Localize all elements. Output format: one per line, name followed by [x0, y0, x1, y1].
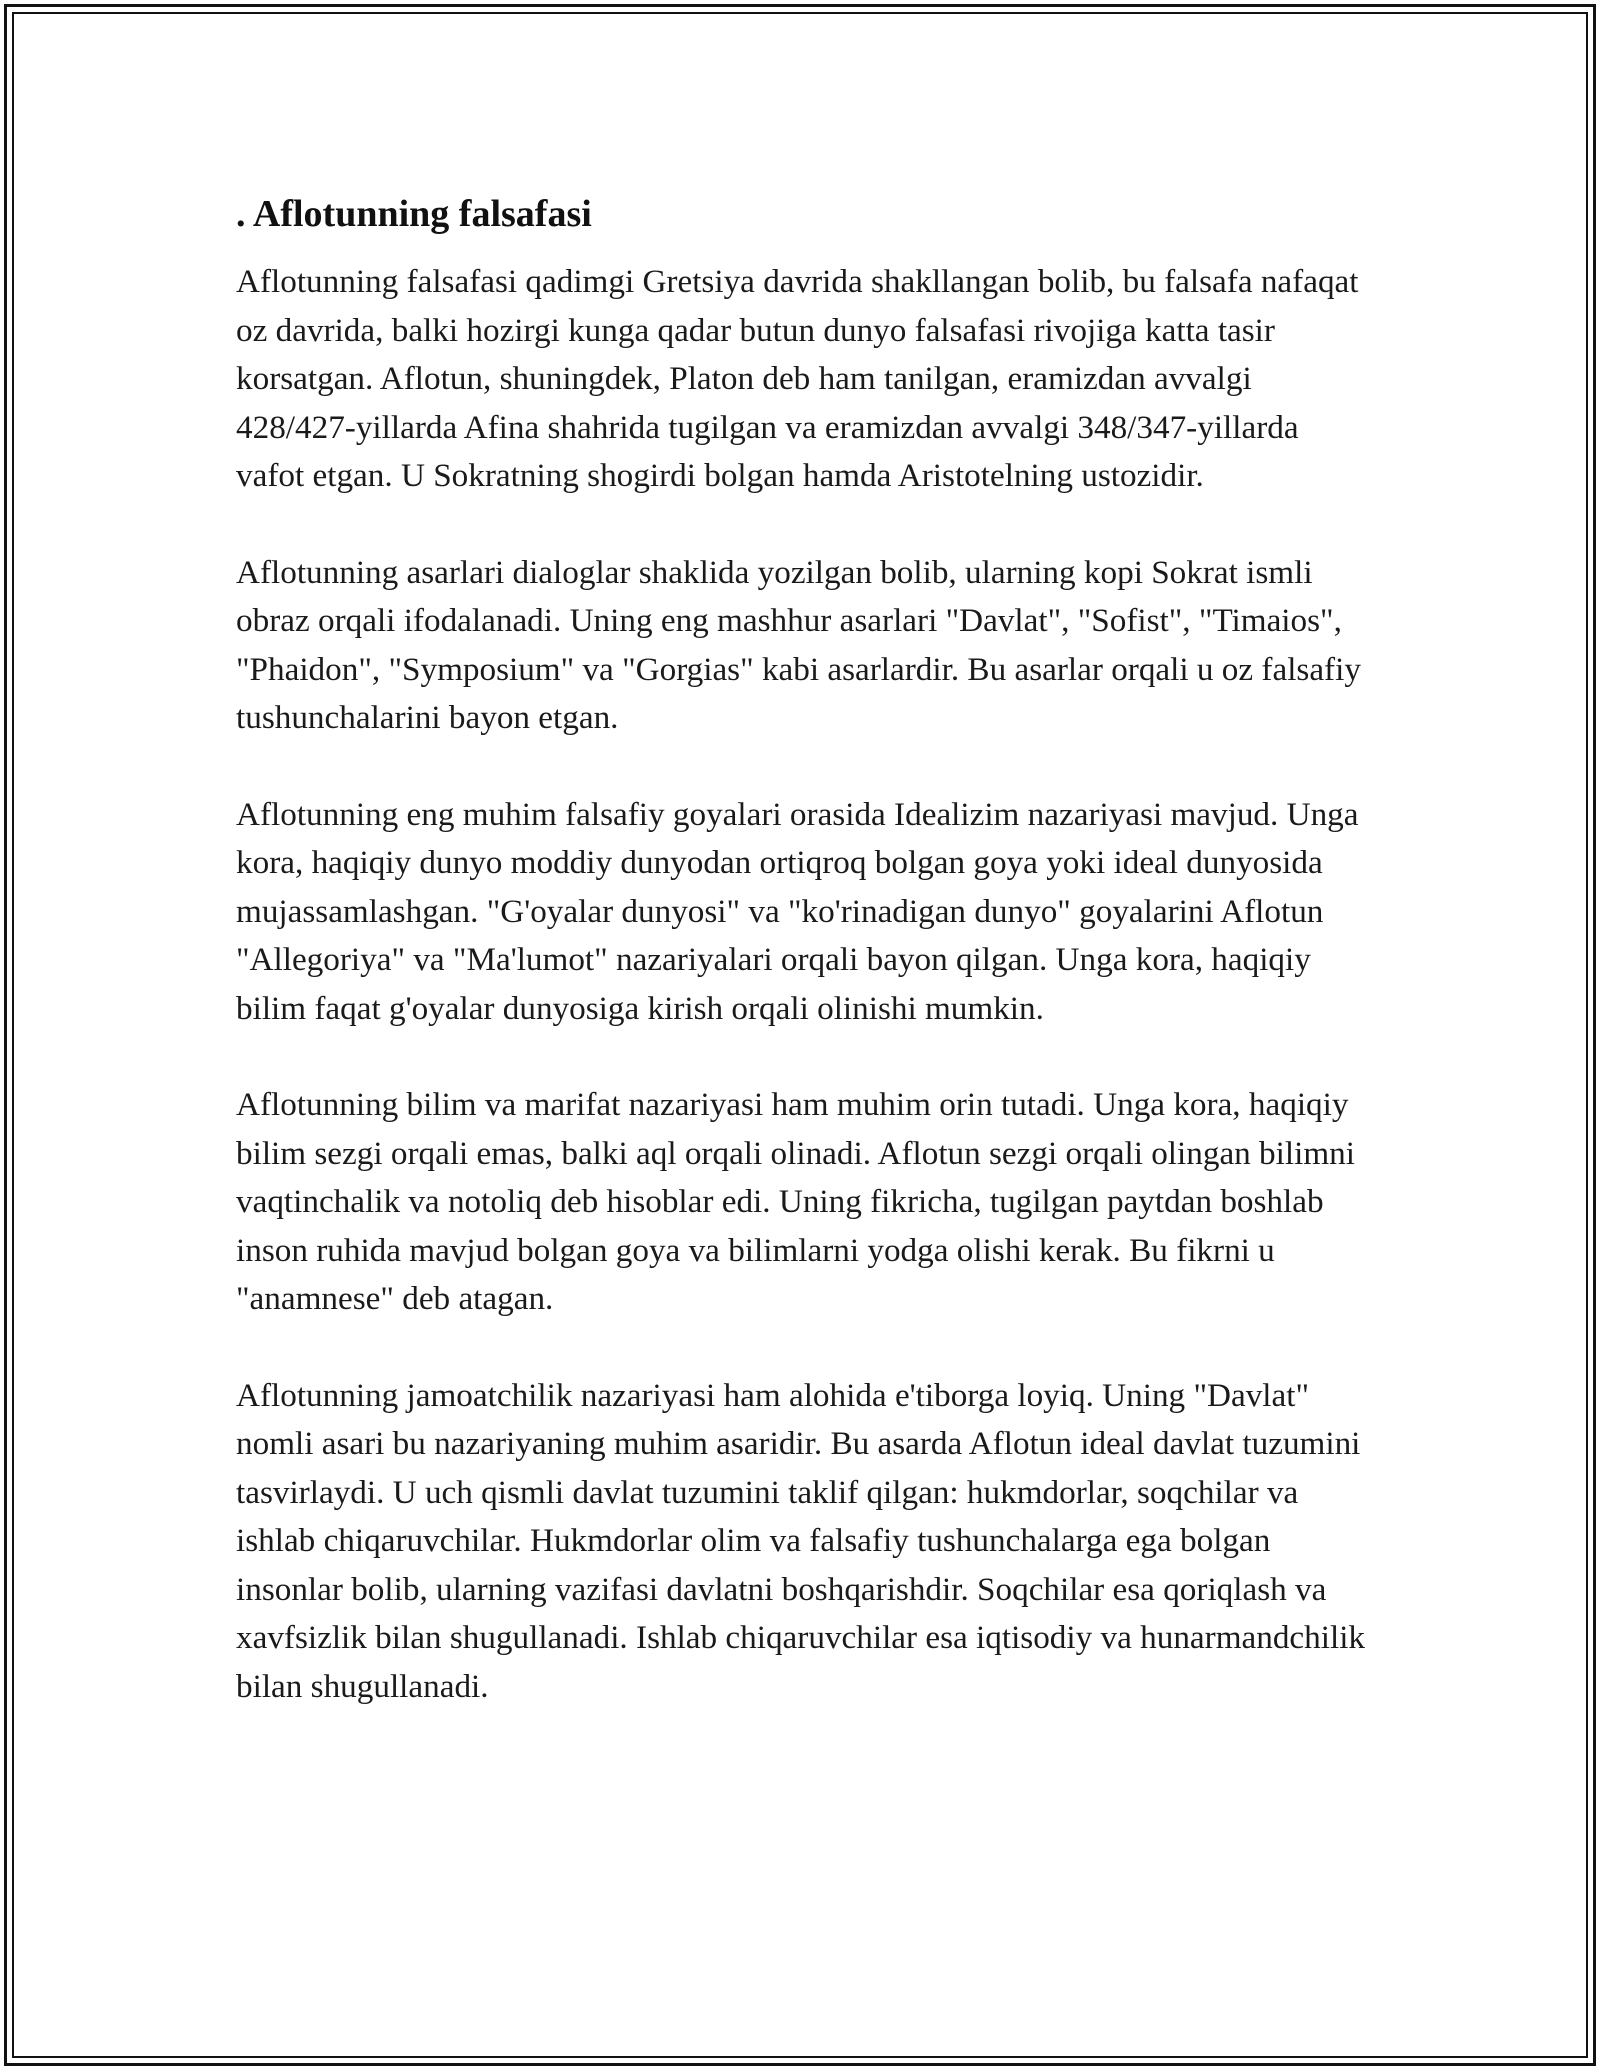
paragraph-works: Aflotunning asarlari dialoglar shaklida yozilgan bolib, ularning kopi Sokrat ismli obraz orqali ifodalanadi. Uning eng mashhur asarlari "Davlat", "Sofist", "Timaios", "Phaidon", "Symposium" va "Gorgias" kabi asarlardir. Bu asarlar orqali u oz falsafiy tushunchalarini bayon etgan. — [236, 553, 1361, 736]
document-heading: . Aflotunning falsafasi — [236, 193, 592, 235]
paragraph-knowledge: Aflotunning bilim va marifat nazariyasi ham muhim orin tutadi. Unga kora, haqiqiy bilim sezgi orqali emas, balki aql orqali olinadi. Aflotun sezgi orqali olingan bilimni vaqtinchalik va notoliq deb hisoblar edi. Uning fikricha, tugilgan paytdan boshlab inson ruhida mavjud bolgan goya va bilimlarni yodga olishi kerak. Bu fikrni u "anamnese" deb atagan. — [236, 1086, 1355, 1317]
document-body — [236, 186, 1366, 1759]
paragraph-society: Aflotunning jamoatchilik nazariyasi ham alohida e'tiborga loyiq. Uning "Davlat" nomli asari bu nazariyaning muhim asaridir. Bu asarda Aflotun ideal davlat tuzumini tasvirlaydi. U uch qismli davlat tuzumini taklif qilgan: hukmdorlar, soqchilar va ishlab chiqaruvchilar. Hukmdorlar olim va falsafiy tushunchalarga ega bolgan insonlar bolib, ularning vazifasi davlatni boshqarishdir. Soqchilar esa qoriqlash va xavfsizlik bilan shugullanadi. Ishlab chiqaruvchilar esa iqtisodiy va hunarmandchilik bilan shugullanadi. — [236, 1376, 1366, 1705]
paragraph-biography: Aflotunning falsafasi qadimgi Gretsiya davrida shakllangan bolib, bu falsafa nafaqat oz davrida, balki hozirgi kunga qadar butun dunyo falsafasi rivojiga katta tasir korsatgan. Aflotun, shuningdek, Platon deb ham tanilgan, eramizdan avvalgi 428/427-yillarda Afina shahrida tugilgan va eramizdan avvalgi 348/347-yillarda vafot etgan. U Sokratning shogirdi bolgan hamda Aristotelning ustozidir. — [236, 263, 1359, 494]
paragraph-idealism: Aflotunning eng muhim falsafiy goyalari orasida Idealizim nazariyasi mavjud. Unga kora, haqiqiy dunyo moddiy dunyodan ortiqroq bolgan goya yoki ideal dunyosida mujassamlashgan. "G'oyalar dunyosi" va "ko'rinadigan dunyo" goyalarini Aflotun "Allegoriya" va "Ma'lumot" nazariyalari orqali bayon qilgan. Unga kora, haqiqiy bilim faqat g'oyalar dunyosiga kirish orqali olinishi mumkin. — [236, 795, 1359, 1027]
